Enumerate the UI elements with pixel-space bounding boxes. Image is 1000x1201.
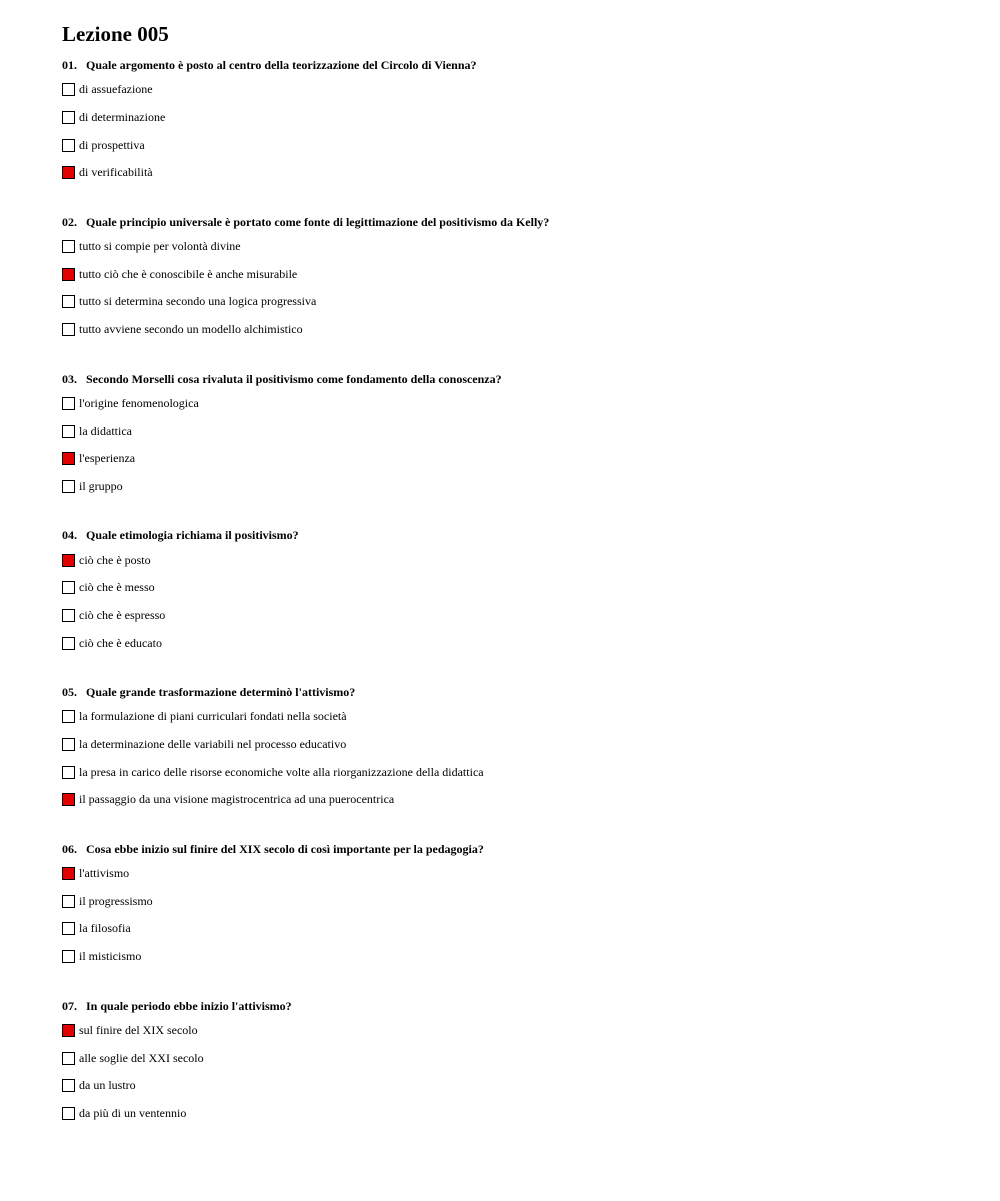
answer-option[interactable] bbox=[62, 703, 960, 731]
checked-checkbox[interactable] bbox=[62, 1024, 75, 1037]
answer-option-label: tutto ciò che è conoscibile è anche misurabile bbox=[79, 266, 298, 281]
answer-option-label: tutto si compie per volontà divine bbox=[79, 239, 241, 254]
answer-option[interactable] bbox=[62, 731, 960, 759]
answer-option[interactable] bbox=[62, 390, 960, 418]
answer-option[interactable] bbox=[62, 1072, 960, 1100]
unchecked-checkbox[interactable] bbox=[62, 1052, 75, 1065]
answer-option[interactable] bbox=[62, 546, 960, 574]
question-text bbox=[62, 683, 960, 701]
unchecked-checkbox[interactable] bbox=[62, 1107, 75, 1120]
unchecked-checkbox[interactable] bbox=[62, 637, 75, 650]
answer-option[interactable] bbox=[62, 473, 960, 501]
question-text bbox=[62, 840, 960, 858]
answer-option-label: da un lustro bbox=[79, 1078, 136, 1093]
question-block bbox=[62, 683, 960, 814]
unchecked-checkbox[interactable] bbox=[62, 111, 75, 124]
question-label: Quale grande trasformazione determinò l'attivismo? bbox=[86, 685, 356, 699]
answer-option-label: la filosofia bbox=[79, 921, 131, 936]
question-number: 05. bbox=[62, 685, 77, 699]
answer-option[interactable] bbox=[62, 316, 960, 344]
question-text bbox=[62, 997, 960, 1015]
question-block bbox=[62, 213, 960, 344]
checked-checkbox[interactable] bbox=[62, 268, 75, 281]
answer-option-label: tutto avviene secondo un modello alchimistico bbox=[79, 322, 303, 337]
question-label: Secondo Morselli cosa rivaluta il positivismo come fondamento della conoscenza? bbox=[86, 371, 502, 386]
answer-option-label: di verificabilità bbox=[79, 165, 153, 180]
checked-checkbox[interactable] bbox=[62, 166, 75, 179]
unchecked-checkbox[interactable] bbox=[62, 397, 75, 410]
question-text bbox=[62, 56, 960, 74]
answer-option[interactable] bbox=[62, 887, 960, 915]
answer-option-label: di determinazione bbox=[79, 110, 166, 125]
question-number: 04. bbox=[62, 528, 77, 543]
lesson-title: Lezione 005 bbox=[62, 22, 169, 46]
answer-option-label: il gruppo bbox=[79, 478, 123, 493]
answer-option[interactable] bbox=[62, 159, 960, 187]
unchecked-checkbox[interactable] bbox=[62, 295, 75, 308]
answer-option[interactable] bbox=[62, 943, 960, 971]
answer-option-label: il passaggio da una visione magistrocentrica ad una puerocentrica bbox=[79, 792, 395, 807]
question-number: 03. bbox=[62, 371, 77, 386]
answer-option-label: il progressismo bbox=[79, 893, 153, 908]
unchecked-checkbox[interactable] bbox=[62, 710, 75, 723]
question-block bbox=[62, 370, 960, 501]
checked-checkbox[interactable] bbox=[62, 867, 75, 880]
unchecked-checkbox[interactable] bbox=[62, 83, 75, 96]
answer-option[interactable] bbox=[62, 1044, 960, 1072]
answer-option-label: di assuefazione bbox=[79, 82, 153, 97]
answer-option-label: l'attivismo bbox=[79, 866, 130, 881]
unchecked-checkbox[interactable] bbox=[62, 1079, 75, 1092]
answer-option-label: la formulazione di piani curriculari fondati nella società bbox=[79, 709, 347, 724]
answer-option-label: ciò che è messo bbox=[79, 580, 155, 595]
answer-option-label: il misticismo bbox=[79, 949, 142, 964]
answer-option[interactable] bbox=[62, 1017, 960, 1045]
unchecked-checkbox[interactable] bbox=[62, 581, 75, 594]
answer-option-label: ciò che è educato bbox=[79, 635, 162, 650]
answer-option[interactable] bbox=[62, 288, 960, 316]
answer-option[interactable] bbox=[62, 629, 960, 657]
question-block bbox=[62, 526, 960, 657]
answer-option[interactable] bbox=[62, 602, 960, 630]
unchecked-checkbox[interactable] bbox=[62, 950, 75, 963]
question-label: Quale argomento è posto al centro della teorizzazione del Circolo di Vienna? bbox=[86, 58, 477, 72]
answer-option-label: la didattica bbox=[79, 423, 132, 438]
unchecked-checkbox[interactable] bbox=[62, 895, 75, 908]
answer-option[interactable] bbox=[62, 417, 960, 445]
answer-option[interactable] bbox=[62, 233, 960, 261]
answer-option-label: alle soglie del XXI secolo bbox=[79, 1050, 204, 1065]
answer-option-label: l'esperienza bbox=[79, 451, 136, 466]
answer-option[interactable] bbox=[62, 131, 960, 159]
unchecked-checkbox[interactable] bbox=[62, 766, 75, 779]
question-block bbox=[62, 997, 960, 1128]
answer-option[interactable] bbox=[62, 1100, 960, 1128]
question-label: Cosa ebbe inizio sul finire del XIX secolo di così importante per la pedagogia? bbox=[86, 841, 484, 856]
question-number: 07. bbox=[62, 998, 77, 1013]
answer-option-label: sul finire del XIX secolo bbox=[79, 1022, 198, 1037]
answer-option[interactable] bbox=[62, 758, 960, 786]
question-number: 02. bbox=[62, 214, 77, 229]
answer-option-label: l'origine fenomenologica bbox=[79, 395, 199, 410]
question-text bbox=[62, 370, 960, 388]
answer-option[interactable] bbox=[62, 260, 960, 288]
unchecked-checkbox[interactable] bbox=[62, 480, 75, 493]
question-list bbox=[62, 56, 960, 1127]
question-block bbox=[62, 56, 960, 187]
unchecked-checkbox[interactable] bbox=[62, 139, 75, 152]
checked-checkbox[interactable] bbox=[62, 554, 75, 567]
answer-option-label: da più di un ventennio bbox=[79, 1105, 187, 1120]
unchecked-checkbox[interactable] bbox=[62, 609, 75, 622]
question-label: Quale principio universale è portato come fonte di legittimazione del positivismo da Kelly? bbox=[86, 214, 550, 229]
answer-option-label: ciò che è espresso bbox=[79, 607, 166, 622]
quiz-page bbox=[62, 20, 960, 1127]
answer-option-label: la determinazione delle variabili nel processo educativo bbox=[79, 737, 347, 752]
unchecked-checkbox[interactable] bbox=[62, 323, 75, 336]
answer-option[interactable] bbox=[62, 786, 960, 814]
question-label: In quale periodo ebbe inizio l'attivismo? bbox=[86, 998, 292, 1013]
unchecked-checkbox[interactable] bbox=[62, 738, 75, 751]
question-block bbox=[62, 840, 960, 971]
answer-option-label: ciò che è posto bbox=[79, 552, 151, 567]
question-label: Quale etimologia richiama il positivismo? bbox=[86, 528, 299, 543]
answer-option-label: di prospettiva bbox=[79, 137, 145, 152]
question-text bbox=[62, 213, 960, 231]
unchecked-checkbox[interactable] bbox=[62, 922, 75, 935]
answer-option[interactable] bbox=[62, 76, 960, 104]
checked-checkbox[interactable] bbox=[62, 452, 75, 465]
answer-option[interactable] bbox=[62, 445, 960, 473]
answer-option[interactable] bbox=[62, 915, 960, 943]
answer-option[interactable] bbox=[62, 574, 960, 602]
answer-option[interactable] bbox=[62, 104, 960, 132]
question-text bbox=[62, 526, 960, 544]
answer-option-label: la presa in carico delle risorse economiche volte alla riorganizzazione della didattica bbox=[79, 764, 484, 779]
answer-option-label: tutto si determina secondo una logica progressiva bbox=[79, 294, 317, 309]
question-number: 06. bbox=[62, 841, 77, 856]
checked-checkbox[interactable] bbox=[62, 793, 75, 806]
question-number: 01. bbox=[62, 58, 77, 72]
unchecked-checkbox[interactable] bbox=[62, 425, 75, 438]
unchecked-checkbox[interactable] bbox=[62, 240, 75, 253]
answer-option[interactable] bbox=[62, 860, 960, 888]
